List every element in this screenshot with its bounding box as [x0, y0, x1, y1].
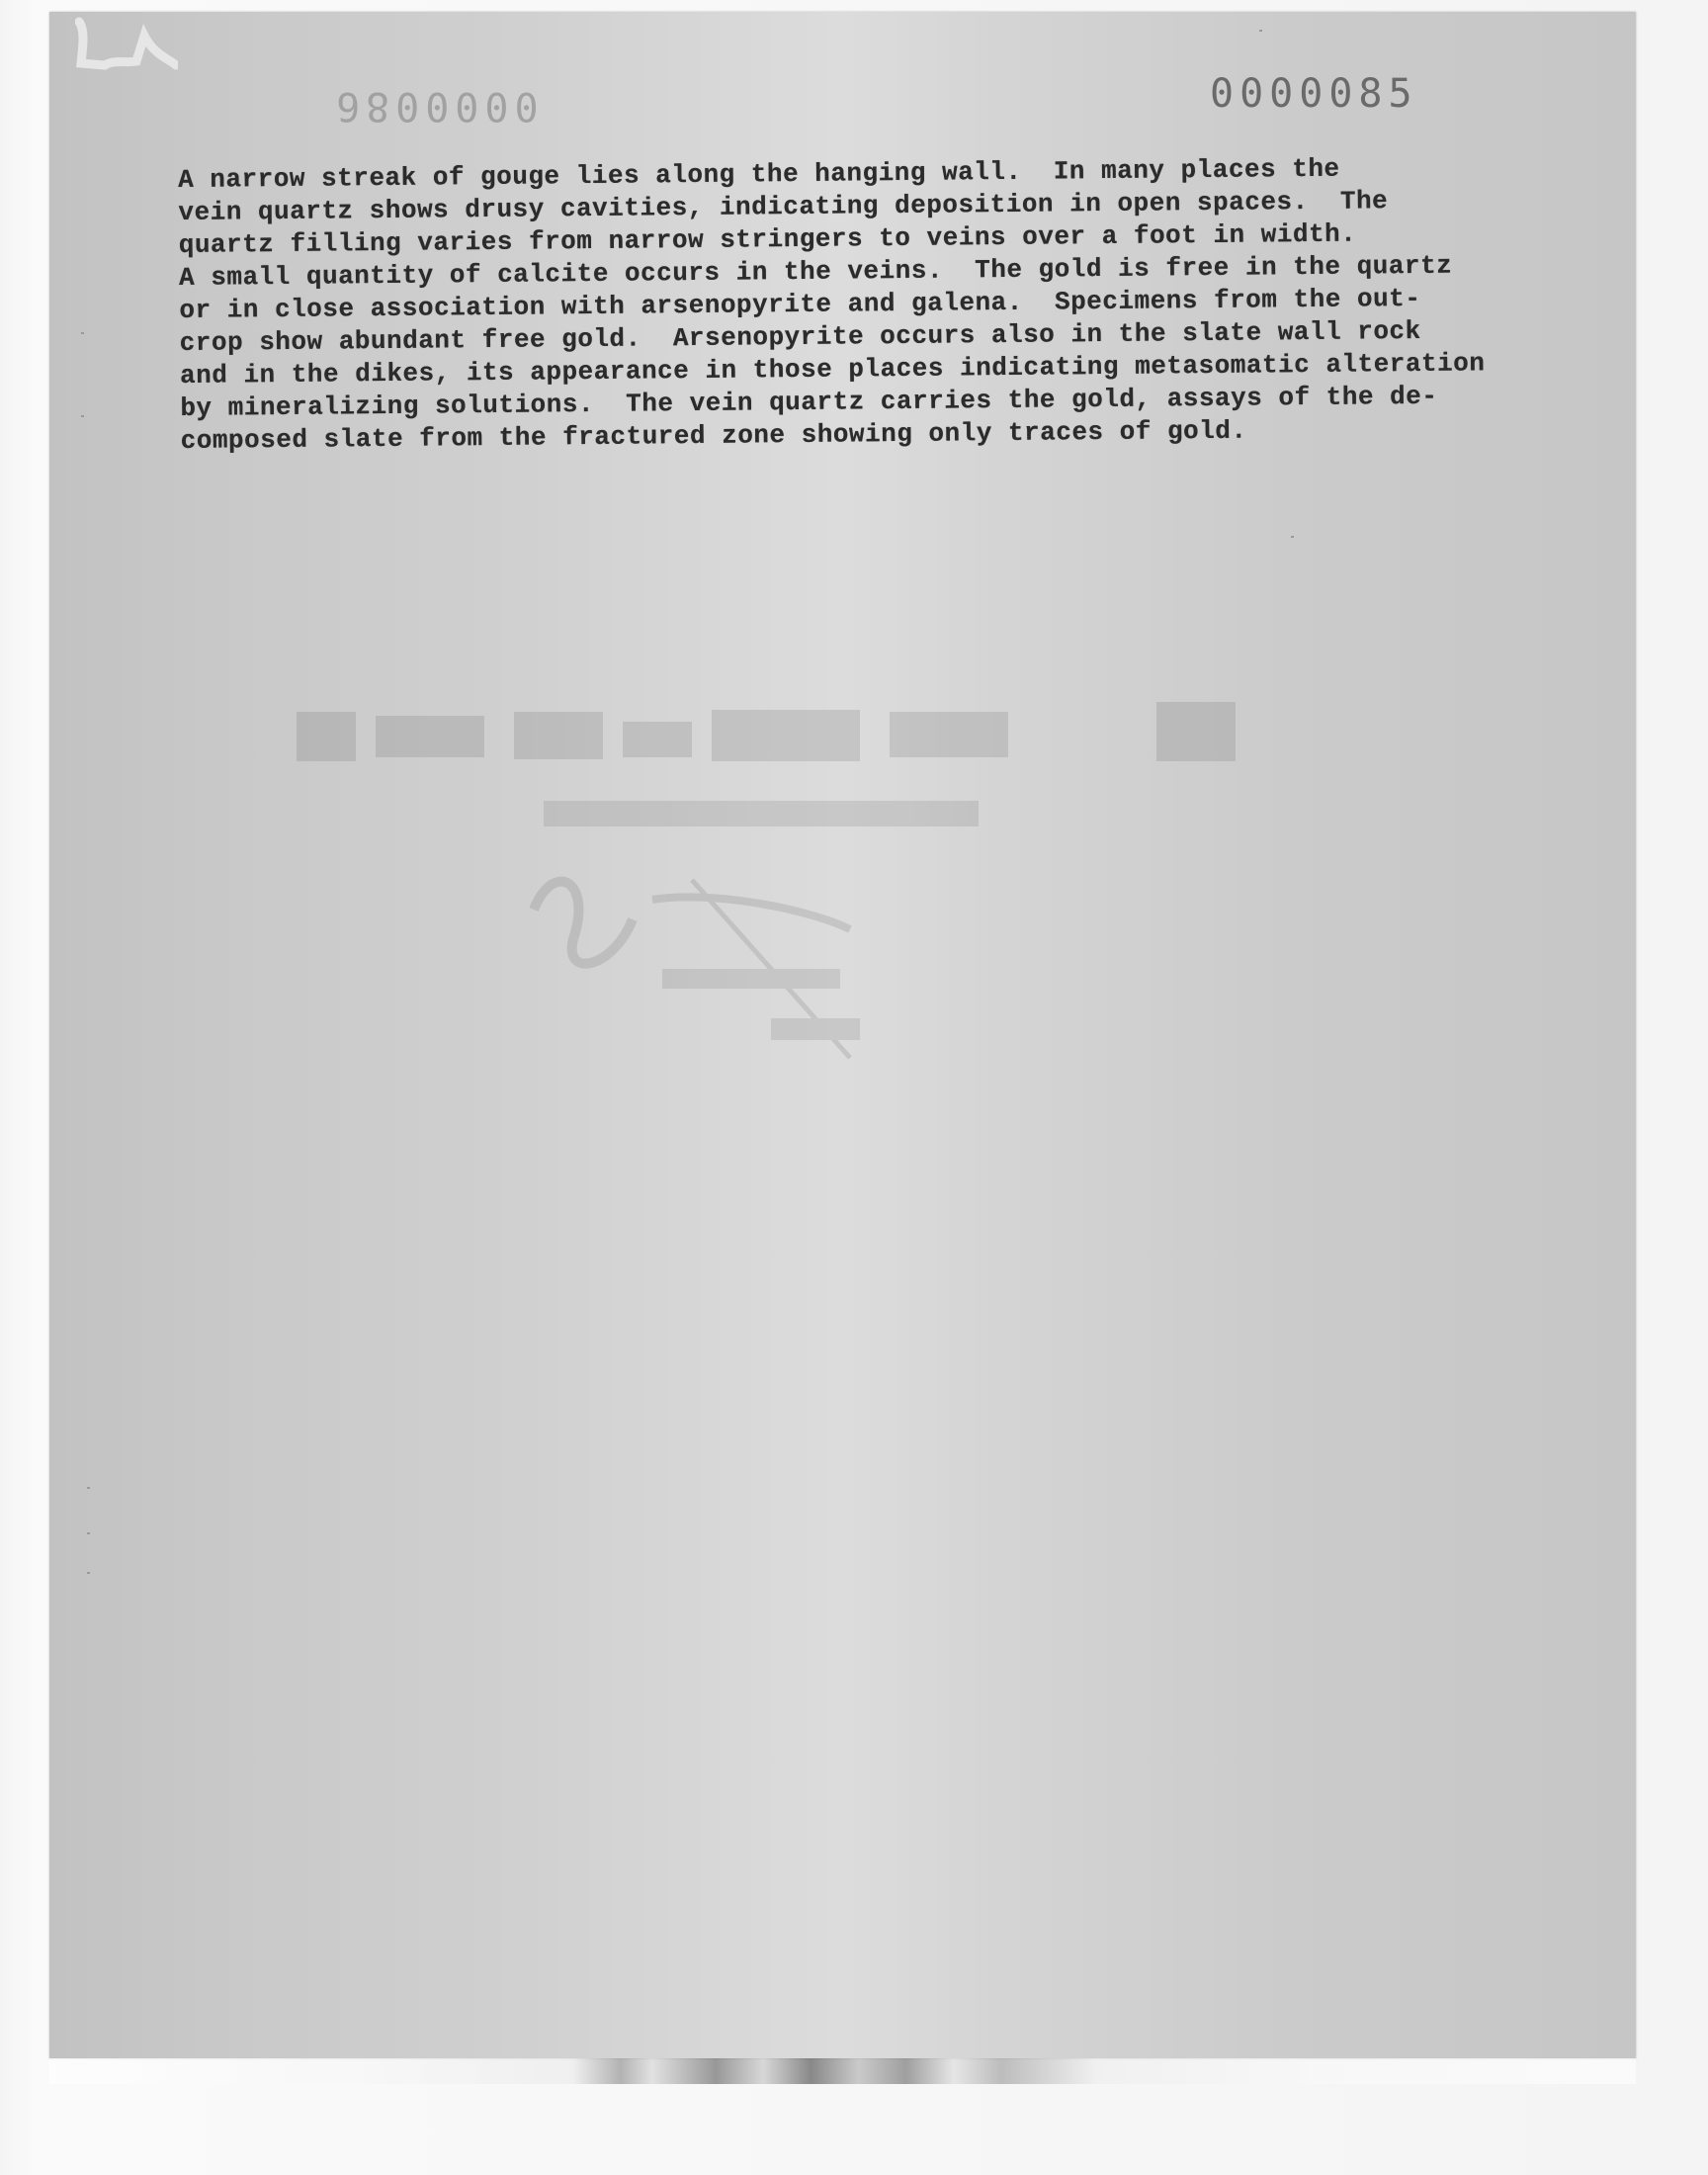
- margin-speck: [87, 1487, 90, 1489]
- text-line: A narrow streak of gouge lies along the hanging wall. In many places the: [178, 153, 1340, 195]
- text-line: composed slate from the fractured zone showing only traces of gold.: [180, 415, 1247, 456]
- body-paragraph: [178, 151, 1565, 458]
- text-line: or in close association with arsenopyrite and galena. Specimens from the out-: [179, 283, 1421, 325]
- margin-speck: [1259, 30, 1262, 32]
- margin-speck: [81, 415, 84, 417]
- text-line: and in the dikes, its appearance in those places indicating metasomatic alteration: [179, 348, 1486, 391]
- text-line: quartz filling varies from narrow stringers to veins over a foot in width.: [178, 218, 1357, 260]
- text-line: A small quantity of calcite occurs in the veins. The gold is free in the quartz: [178, 250, 1453, 293]
- page-number-stamp: 0000085: [1210, 71, 1418, 117]
- corner-torn-mark: [75, 16, 178, 71]
- text-line: by mineralizing solutions. The vein quartz carries the gold, assays of the de-: [180, 381, 1438, 423]
- page-stamp-mirrored: 0000086: [330, 83, 539, 129]
- text-line: vein quartz shows drusy cavities, indicating deposition in open spaces. The: [178, 186, 1389, 227]
- margin-speck: [87, 1572, 90, 1574]
- margin-speck: [87, 1532, 90, 1534]
- margin-speck: [81, 332, 84, 334]
- scan-edge-strip: [49, 2058, 1636, 2084]
- margin-speck: [1291, 536, 1294, 538]
- text-line: crop show abundant free gold. Arsenopyrite occurs also in the slate wall rock: [179, 315, 1421, 358]
